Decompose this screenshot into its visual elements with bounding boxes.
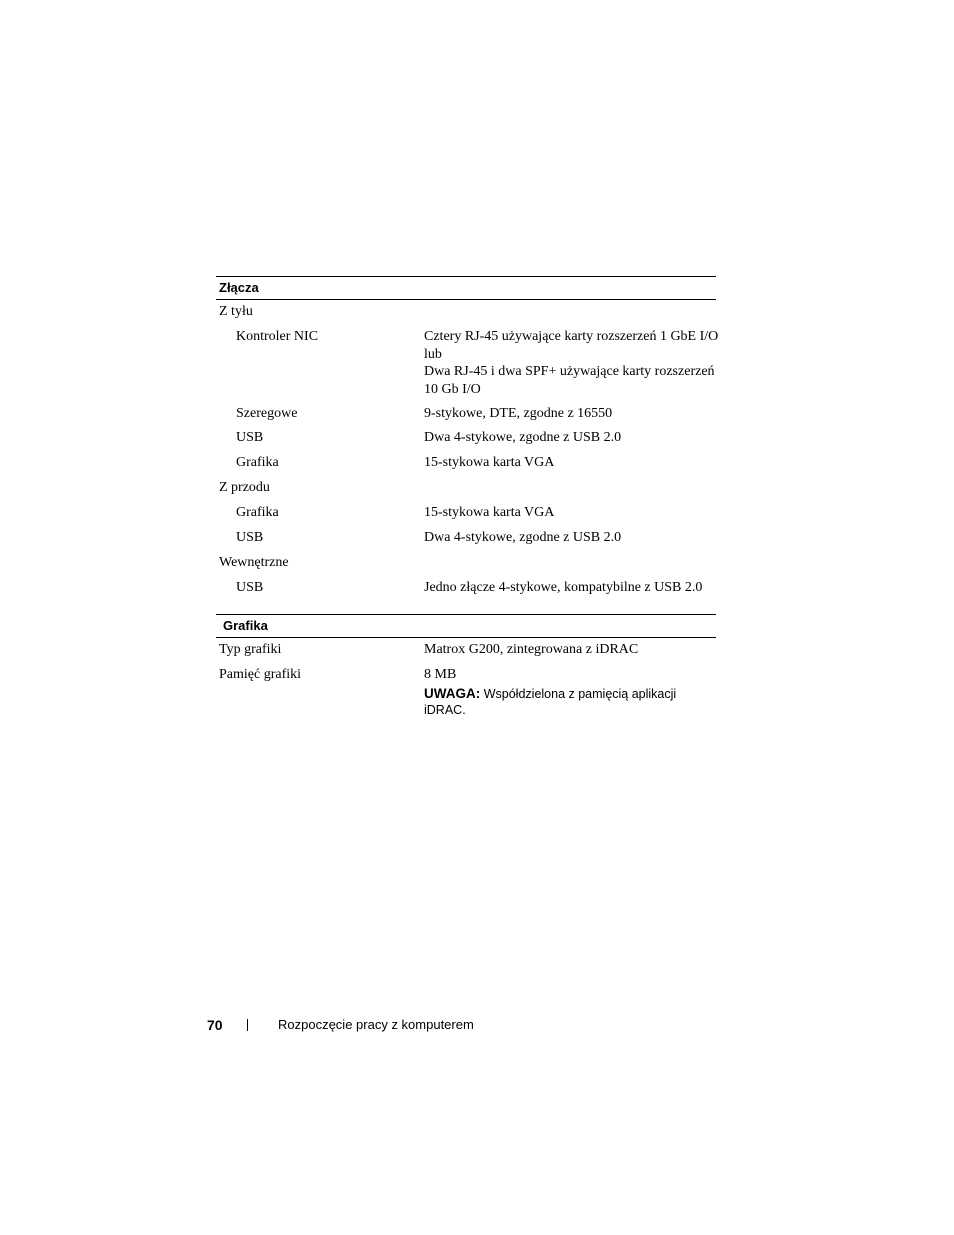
video-type-value: Matrox G200, zintegrowana z iDRAC <box>424 642 639 657</box>
nic-value-line-4: 10 Gb I/O <box>424 381 481 397</box>
serial-value: 9-stykowe, DTE, zgodne z 16550 <box>424 406 613 421</box>
rear-group-label: Z tyłu <box>219 304 253 319</box>
video-memory-note <box>424 686 716 718</box>
front-video-row <box>216 504 716 529</box>
video-memory-label: Pamięć grafiki <box>219 667 302 682</box>
video-memory-amount: 8 MB <box>424 667 457 682</box>
serial-label: Szeregowe <box>236 406 298 421</box>
nic-value-line-3: Dwa RJ-45 i dwa SPF+ używające karty rozszerzeń <box>424 364 715 379</box>
note-text-line-2: iDRAC. <box>424 702 466 717</box>
connectors-section <box>216 276 719 604</box>
chapter-title: Rozpoczęcie pracy z komputerem <box>278 1017 474 1032</box>
note-label: UWAGA: <box>424 685 481 701</box>
internal-group-label: Wewnętrzne <box>219 555 289 570</box>
rear-group-row <box>216 303 716 328</box>
internal-usb-value: Jedno złącze 4-stykowe, kompatybilne z USB 2.0 <box>424 580 703 595</box>
rear-video-row <box>216 454 716 479</box>
serial-row <box>216 405 716 429</box>
internal-group-row <box>216 554 716 579</box>
note-text-line-1: Współdzielona z pamięcią aplikacji <box>483 686 677 701</box>
front-video-value: 15-stykowa karta VGA <box>424 505 555 520</box>
footer-separator <box>247 1019 248 1031</box>
front-group-row <box>216 479 716 504</box>
nic-value-line-1: Cztery RJ-45 używające karty rozszerzeń 1 GbE I/O <box>424 329 719 344</box>
nic-label: Kontroler NIC <box>236 329 319 344</box>
internal-usb-row <box>216 579 716 604</box>
internal-usb-label: USB <box>236 580 264 595</box>
front-usb-label: USB <box>236 530 264 545</box>
front-group-label: Z przodu <box>219 480 270 495</box>
nic-value-line-2: lub <box>424 346 442 362</box>
connectors-header: Złącza <box>216 276 716 300</box>
nic-row <box>216 328 719 405</box>
rear-usb-row <box>216 429 716 454</box>
front-usb-row <box>216 529 716 554</box>
front-usb-value: Dwa 4-stykowe, zgodne z USB 2.0 <box>424 530 622 545</box>
video-type-label: Typ grafiki <box>219 642 282 657</box>
graphics-section <box>216 614 716 726</box>
rear-video-value: 15-stykowa karta VGA <box>424 455 555 470</box>
video-memory-value <box>424 666 716 718</box>
page-number: 70 <box>207 1017 223 1033</box>
nic-value <box>424 328 719 398</box>
rear-usb-label: USB <box>236 430 264 445</box>
video-type-row <box>216 641 716 666</box>
front-video-label: Grafika <box>236 505 279 520</box>
video-memory-row <box>216 666 716 726</box>
graphics-header: Grafika <box>216 614 716 638</box>
rear-usb-value: Dwa 4-stykowe, zgodne z USB 2.0 <box>424 430 622 445</box>
rear-video-label: Grafika <box>236 455 279 470</box>
